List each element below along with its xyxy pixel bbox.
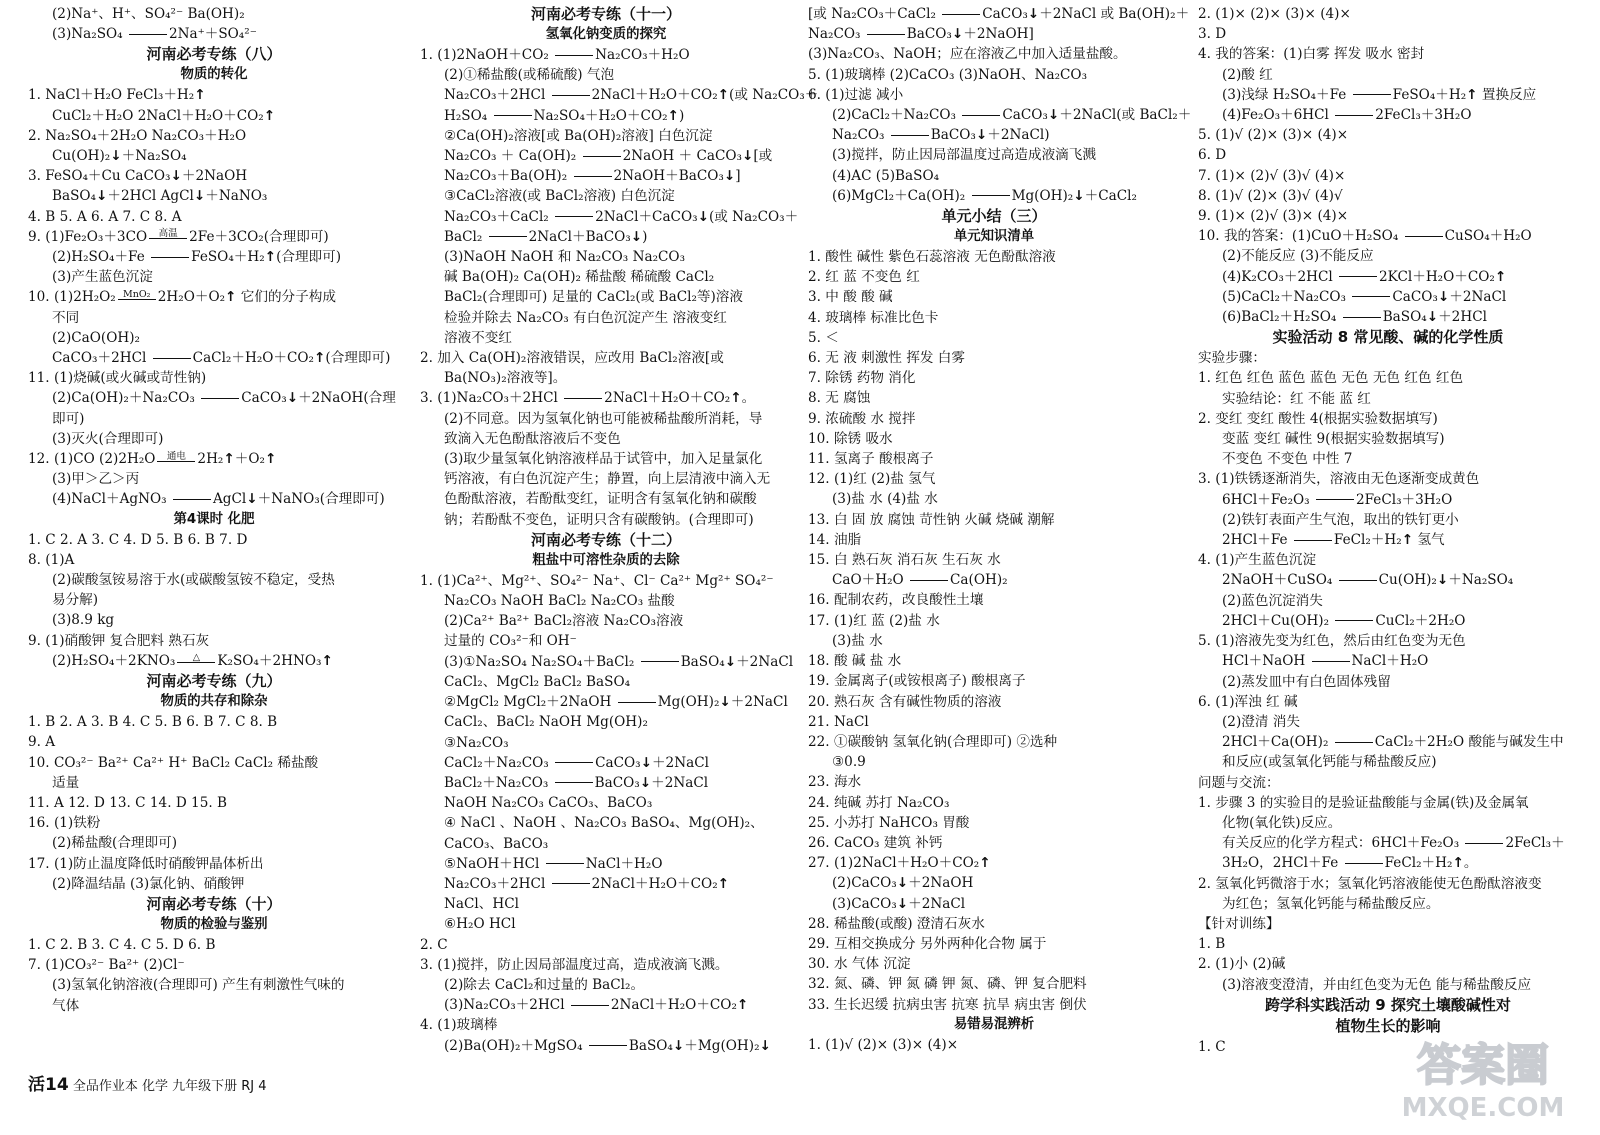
- answer-line: 10. CO₃²⁻ Ba²⁺ Ca²⁺ H⁺ BaCl₂ CaCl₂ 稀盐酸: [28, 754, 319, 771]
- reaction-arrow: [555, 216, 593, 218]
- answer-line: 16. 配制农药，改良酸性土壤: [808, 592, 984, 609]
- reaction-arrow: [129, 34, 167, 36]
- reaction-arrow: MnO₂: [118, 299, 156, 301]
- answer-line: 24. 纯碱 苏打 Na₂CO₃: [808, 794, 950, 811]
- answer-line: ③Na₂CO₃: [444, 734, 509, 751]
- answer-line: Na₂CO₃ BaCO₃↓＋2NaOH]: [808, 26, 1034, 43]
- answer-line: ⑤NaOH＋HCl NaCl＋H₂O: [444, 855, 663, 872]
- answer-line: (2)CaCl₂＋Na₂CO₃ CaCO₃↓＋2NaCl(或 BaCl₂＋: [832, 107, 1192, 124]
- answer-line: 3. (1)搅拌，防止因局部温度过高，造成液滴飞溅。: [420, 956, 729, 973]
- answer-line: 1. 酸性 碱性 紫色石蕊溶液 无色酚酞溶液: [808, 249, 1056, 266]
- reaction-arrow: [1353, 94, 1391, 96]
- answer-line: CaCl₂＋Na₂CO₃ CaCO₃↓＋2NaCl: [444, 754, 709, 771]
- answer-line: 2HCl＋Fe FeCl₂＋H₂↑ 氢气: [1222, 532, 1445, 549]
- answer-line: 1. (1)2NaOH＋CO₂ Na₂CO₃＋H₂O: [420, 47, 690, 63]
- reaction-arrow: [552, 95, 590, 97]
- answer-line: (2)CaO(OH)₂: [52, 329, 140, 346]
- answer-line: CaCO₃、BaCO₃: [444, 835, 549, 852]
- answer-line: ③CaCl₂溶液(或 BaCl₂溶液) 白色沉淀: [444, 188, 675, 205]
- answer-line: Na₂CO₃＋2HCl 2NaCl＋H₂O＋CO₂↑(或 Na₂CO₃＋: [444, 87, 819, 104]
- answer-line: (3)Na₂CO₃＋2HCl 2NaCl＋H₂O＋CO₂↑: [444, 997, 749, 1014]
- answer-line: NaOH Na₂CO₃ CaCO₃、BaCO₃: [444, 795, 653, 812]
- reaction-arrow: [555, 762, 593, 764]
- answer-line: 过量的 CO₃²⁻和 OH⁻: [444, 633, 577, 650]
- answer-line: (2)不能反应 (3)不能反应: [1222, 248, 1374, 265]
- reaction-arrow: [962, 115, 1000, 117]
- answer-line: 10. (1)2H₂O₂ MnO₂ 2H₂O＋O₂↑ 它们的分子构成: [28, 288, 336, 306]
- answer-line: 6. (1)浑浊 红 碱: [1198, 693, 1298, 710]
- column-2: [420, 4, 819, 1056]
- answer-line: 3. FeSO₄＋Cu CaCO₃↓＋2NaOH: [28, 168, 248, 185]
- answer-line: 9. A: [28, 734, 56, 751]
- answer-line: 13. 白 固 放 腐蚀 苛性钠 火碱 烧碱 潮解: [808, 511, 1055, 528]
- reaction-arrow: [1335, 742, 1373, 744]
- reaction-arrow: [1405, 236, 1443, 238]
- answer-line: 8. (1)A: [28, 551, 75, 568]
- answer-line: 25. 小苏打 NaHCO₃ 胃酸: [808, 814, 970, 831]
- answer-line: Na₂CO₃ ＋ Ca(OH)₂ 2NaOH ＋ CaCO₃↓[或: [444, 148, 773, 165]
- answer-line: 16. (1)铁粉: [28, 815, 101, 832]
- answer-line: 1. B 2. A 3. B 4. C 5. B 6. B 7. C 8. B: [28, 714, 278, 731]
- answer-line: BaCl₂＋Na₂CO₃ BaCO₃↓＋2NaCl: [444, 774, 709, 791]
- answer-line: 18. 酸 碱 盐 水: [808, 653, 902, 670]
- answer-line: 和反应(或氢氧化钙能与稀盐酸反应): [1222, 754, 1437, 771]
- section-heading: 河南必考专练（九）: [146, 672, 282, 691]
- answer-line: (2)Ca(OH)₂＋Na₂CO₃ CaCO₃↓＋2NaOH(合理: [52, 390, 396, 407]
- answer-line: 7. (1)CO₃²⁻ Ba²⁺ (2)Cl⁻: [28, 957, 185, 974]
- answer-line: (5)CaCl₂＋Na₂CO₃ CaCO₃↓＋2NaCl: [1222, 288, 1507, 305]
- answer-line: Na₂CO₃＋2HCl 2NaCl＋H₂O＋CO₂↑: [444, 875, 730, 892]
- answer-line: CaCl₂、MgCl₂ BaCl₂ BaSO₄: [444, 673, 631, 690]
- section-heading: 实验活动 8 常见酸、碱的化学性质: [1272, 328, 1504, 347]
- answer-line: 5. (1)玻璃棒 (2)CaCO₃ (3)NaOH、Na₂CO₃: [808, 66, 1088, 83]
- answer-line: (4)NaCl＋AgNO₃ AgCl↓＋NaNO₃(合理即可): [52, 491, 385, 508]
- answer-line: 钠；若酚酞不变色，证明只含有碳酸钠。(合理即可): [444, 511, 754, 528]
- answer-line: ③0.9: [832, 754, 866, 771]
- answer-line: ②Ca(OH)₂溶液[或 Ba(OH)₂溶液] 白色沉淀: [444, 127, 713, 144]
- answer-line: 不变色 不变色 中性 7: [1222, 451, 1353, 468]
- answer-line: (3)NaOH NaOH 和 Na₂CO₃ Na₂CO₃: [444, 249, 686, 266]
- answer-line: (6)BaCl₂＋H₂SO₄ BaSO₄↓＋2HCl: [1222, 309, 1487, 326]
- answer-line: (3)甲＞乙＞丙: [52, 471, 140, 488]
- answer-line: 实验步骤：: [1198, 350, 1266, 367]
- answer-line: 不同: [52, 309, 80, 326]
- answer-line: 1. C 2. B 3. C 4. C 5. D 6. B: [28, 936, 216, 953]
- answer-line: (3)浅绿 H₂SO₄＋Fe FeSO₄＋H₂↑ 置换反应: [1222, 86, 1537, 103]
- answer-line: 2HCl＋Ca(OH)₂ CaCl₂＋2H₂O 酸能与碱发生中: [1222, 734, 1564, 751]
- reaction-arrow: [173, 499, 211, 501]
- column-1: [28, 4, 400, 1016]
- answer-line: 14. 油脂: [808, 531, 862, 548]
- answer-line: CaO＋H₂O Ca(OH)₂: [832, 572, 1008, 589]
- answer-line: 1. C: [1198, 1038, 1226, 1055]
- answer-line: 有关反应的化学方程式：6HCl＋Fe₂O₃ 2FeCl₃＋: [1222, 835, 1565, 852]
- reaction-arrow: [618, 702, 656, 704]
- answer-line: H₂SO₄ Na₂SO₄＋H₂O＋CO₂↑): [444, 107, 685, 124]
- section-heading: 河南必考专练（八）: [146, 45, 282, 64]
- answer-line: 19. 金属离子(或铵根离子) 酸根离子: [808, 673, 1026, 690]
- answer-line: 10. 我的答案：(1)CuO＋H₂SO₄ CuSO₄＋H₂O: [1198, 228, 1532, 245]
- answer-line: 9. (1)× (2)√ (3)× (4)×: [1198, 208, 1349, 225]
- answer-line: 问题与交流：: [1198, 774, 1280, 791]
- reaction-arrow: [555, 782, 593, 784]
- reaction-arrow: [1465, 843, 1503, 845]
- answer-line: 3. (1)Na₂CO₃＋2HCl 2NaCl＋H₂O＋CO₂↑。: [420, 390, 756, 407]
- reaction-arrow: [589, 1045, 627, 1047]
- answer-line: ⑥H₂O HCl: [444, 916, 516, 933]
- answer-line: BaCl₂ 2NaCl＋BaCO₃↓): [444, 228, 648, 245]
- answer-line: (2)CaCO₃↓＋2NaOH: [832, 875, 974, 892]
- answer-line: 为红色；氢氧化钙能与稀盐酸反应。: [1222, 895, 1440, 912]
- answer-line: (2)H₂SO₄＋Fe FeSO₄＋H₂↑(合理即可): [52, 249, 342, 266]
- answer-line: (2)H₂SO₄＋2KNO₃ △ K₂SO₄＋2HNO₃↑: [52, 652, 333, 669]
- answer-line: 6. (1)过滤 减小: [808, 86, 904, 103]
- answer-line: 4. 我的答案：(1)白雾 挥发 吸水 密封: [1198, 46, 1425, 63]
- reaction-arrow: [972, 195, 1010, 197]
- page-footer: [28, 1070, 266, 1095]
- section-heading: 跨学科实践活动 9 探究土壤酸碱性对: [1265, 995, 1511, 1014]
- section-heading: 氢氧化钠变质的探究: [545, 27, 667, 42]
- answer-line: 11. (1)烧碱(或火碱或苛性钠): [28, 370, 207, 387]
- reaction-arrow: [201, 398, 239, 400]
- answer-line: 3H₂O，2HCl＋Fe FeCl₂＋H₂↑。: [1222, 855, 1478, 872]
- answer-line: 6HCl＋Fe₂O₃ 2FeCl₃＋3H₂O: [1222, 491, 1453, 508]
- answer-line: 30. 水 气体 沉淀: [808, 956, 911, 973]
- answer-line: 26. CaCO₃ 建筑 补钙: [808, 834, 943, 851]
- answer-line: (4)K₂CO₃＋2HCl 2KCl＋H₂O＋CO₂↑: [1222, 268, 1507, 285]
- reaction-arrow: [571, 1005, 609, 1007]
- section-heading: 单元小结（三）: [941, 207, 1047, 226]
- reaction-arrow: [494, 115, 532, 117]
- answer-line: 易分解): [52, 592, 99, 609]
- answer-line: (3)盐 水 (4)盐 水: [832, 491, 938, 508]
- answer-line: 实验结论：红 不能 蓝 红: [1222, 390, 1371, 407]
- answer-line: (3)产生蓝色沉淀: [52, 269, 153, 286]
- answer-line: 【针对训练】: [1198, 915, 1280, 932]
- answer-line: 7. 除锈 药物 消化: [808, 370, 916, 387]
- section-heading: 河南必考专练（十二）: [530, 530, 681, 549]
- answer-line: NaCl、HCl: [444, 896, 519, 913]
- answer-line: 8. 无 腐蚀: [808, 390, 871, 407]
- answer-line: Ba(NO₃)₂溶液等]。: [444, 370, 567, 387]
- answer-line: 9. (1)硝酸钾 复合肥料 熟石灰: [28, 632, 210, 649]
- answer-line: BaSO₄↓＋2HCl AgCl↓＋NaNO₃: [52, 188, 268, 205]
- answer-line: 气体: [52, 997, 80, 1014]
- answer-line: CaCl₂、BaCl₂ NaOH Mg(OH)₂: [444, 714, 648, 731]
- answer-line: (2)Ba(OH)₂＋MgSO₄ BaSO₄↓＋Mg(OH)₂↓: [444, 1037, 771, 1054]
- answer-line: 12. (1)红 (2)盐 氢气: [808, 471, 936, 488]
- answer-line: 11. 氢离子 酸根离子: [808, 451, 934, 468]
- answer-line: (3)溶液变澄清，并由红色变为无色 能与稀盐酸反应: [1222, 976, 1532, 993]
- answer-line: 2. (1)小 (2)碱: [1198, 956, 1286, 973]
- answer-line: 钙溶液，有白色沉淀产生；静置，向上层清液中滴入无: [444, 471, 771, 488]
- answer-line: 2. C: [420, 936, 448, 953]
- reaction-arrow: [1312, 661, 1350, 663]
- answer-line: (2)①稀盐酸(或稀硫酸) 气泡: [444, 67, 615, 84]
- reaction-arrow: [546, 863, 584, 865]
- watermark-url: MXQE.COM: [1401, 1093, 1565, 1123]
- reaction-arrow: [574, 176, 612, 178]
- answer-line: (6)MgCl₂＋Ca(OH)₂ Mg(OH)₂↓＋CaCl₂: [832, 187, 1137, 204]
- section-heading: 植物生长的影响: [1335, 1016, 1441, 1035]
- answer-line: 溶液不变红: [444, 329, 512, 346]
- reaction-arrow: 高温: [149, 238, 187, 240]
- reaction-arrow: [583, 156, 621, 158]
- reaction-arrow: [910, 580, 948, 582]
- answer-line: 4. (1)产生蓝色沉淀: [1198, 552, 1317, 569]
- answer-line: 2. (1)× (2)× (3)× (4)×: [1198, 6, 1351, 22]
- watermark-text: 答案圈: [1417, 1040, 1549, 1091]
- answer-line: 致滴入无色酚酞溶液后不变色: [444, 430, 621, 447]
- answer-line: 15. 白 熟石灰 消石灰 生石灰 水: [808, 552, 1001, 569]
- answer-line: (3)搅拌，防止因局部温度过高造成液滴飞溅: [832, 147, 1096, 164]
- reaction-arrow: [1335, 115, 1373, 117]
- answer-line: (2)碳酸氢铵易溶于水(或碳酸氢铵不稳定，受热: [52, 572, 335, 589]
- answer-line: 21. NaCl: [808, 713, 869, 730]
- answer-line: 32. 氮、磷、钾 氮 磷 钾 氮、磷、钾 复合肥料: [808, 976, 1087, 993]
- answer-line: 1. 红色 红色 蓝色 蓝色 无色 无色 红色 红色: [1198, 370, 1464, 387]
- answer-line: 10. 除锈 吸水: [808, 430, 893, 447]
- answer-line: (2)Ca²⁺ Ba²⁺ BaCl₂溶液 Na₂CO₃溶液: [444, 613, 684, 630]
- reaction-arrow: △: [177, 662, 215, 664]
- answer-line: 2. 加入 Ca(OH)₂溶液错误，应改用 BaCl₂溶液[或: [420, 350, 724, 367]
- answer-line: 1. C 2. A 3. C 4. D 5. B 6. B 7. D: [28, 531, 248, 548]
- answer-line: 17. (1)红 蓝 (2)盐 水: [808, 612, 940, 629]
- answer-line: Na₂CO₃ NaOH BaCl₂ Na₂CO₃ 盐酸: [444, 593, 675, 610]
- answer-line: 2. 红 蓝 不变色 红: [808, 269, 920, 286]
- reaction-arrow: [564, 398, 602, 400]
- answer-line: 11. A 12. D 13. C 14. D 15. B: [28, 794, 227, 811]
- answer-line: 4. B 5. A 6. A 7. C 8. A: [28, 208, 182, 225]
- section-heading: 物质的检验与鉴别: [160, 916, 268, 932]
- column-3: [808, 4, 1192, 1055]
- answer-line: CaCO₃＋2HCl CaCl₂＋H₂O＋CO₂↑(合理即可): [52, 350, 391, 367]
- answer-line: 变蓝 变红 碱性 9(根据实验数据填写): [1222, 431, 1445, 448]
- reaction-arrow: [552, 883, 590, 885]
- answer-line: 检验并除去 Na₂CO₃ 有白色沉淀产生 溶液变红: [444, 309, 727, 326]
- answer-line: 3. D: [1198, 26, 1227, 43]
- answer-line: 7. (1)× (2)√ (3)√ (4)×: [1198, 167, 1346, 184]
- answer-line: (2)蓝色沉淀消失: [1222, 592, 1323, 609]
- answer-line: (2)酸 红: [1222, 66, 1273, 83]
- reaction-arrow: [641, 661, 679, 663]
- answer-line: 17. (1)防止温度降低时硝酸钾晶体析出: [28, 855, 264, 872]
- answer-line: (3)CaCO₃↓＋2NaCl: [832, 895, 966, 912]
- answer-line: (2)Na⁺、H⁺、SO₄²⁻ Ba(OH)₂: [52, 6, 245, 22]
- answer-line: 2NaOH＋CuSO₄ Cu(OH)₂↓＋Na₂SO₄: [1222, 572, 1514, 589]
- answer-line: 化物(氧化铁)反应。: [1222, 814, 1342, 831]
- section-heading: 物质的转化: [180, 67, 248, 83]
- answer-line: HCl＋NaOH NaCl＋H₂O: [1222, 653, 1429, 670]
- answer-line: 1. (1)√ (2)× (3)× (4)×: [808, 1036, 959, 1053]
- answer-line: 1. B: [1198, 936, 1226, 953]
- section-heading: 物质的共存和除杂: [160, 694, 268, 710]
- answer-line: 即可): [52, 410, 85, 427]
- answer-line: (3)氢氧化钠溶液(合理即可) 产生有刺激性气味的: [52, 977, 345, 994]
- answer-line: 2. Na₂SO₄＋2H₂O Na₂CO₃＋H₂O: [28, 127, 247, 144]
- answer-line: (2)蒸发皿中有白色固体残留: [1222, 673, 1391, 690]
- answer-line: (3)①Na₂SO₄ Na₂SO₄＋BaCl₂ BaSO₄↓＋2NaCl: [444, 653, 794, 670]
- answer-line: (2)澄清 消失: [1222, 713, 1300, 730]
- reaction-arrow: 通电: [157, 461, 195, 463]
- answer-line: (3)Na₂CO₃、NaOH；应在溶液乙中加入适量盐酸。: [808, 46, 1127, 63]
- answer-line: 9. 浓硫酸 水 搅拌: [808, 410, 916, 427]
- answer-line: 6. 无 液 刺激性 挥发 白雾: [808, 350, 965, 367]
- reaction-arrow: [1343, 317, 1381, 319]
- reaction-arrow: [555, 55, 593, 57]
- reaction-arrow: [867, 34, 905, 36]
- answer-line: 3. (1)铁锈逐渐消失，溶液由无色逐渐变成黄色: [1198, 471, 1480, 488]
- answer-line: (2)铁钉表面产生气泡，取出的铁钉更小: [1222, 511, 1459, 528]
- answer-line: 适量: [52, 774, 80, 791]
- section-heading: 第4课时 化肥: [173, 511, 255, 527]
- answer-line: (3)Na₂SO₄ 2Na⁺＋SO₄²⁻: [52, 26, 257, 43]
- answer-line: 4. (1)玻璃棒: [420, 1017, 498, 1034]
- reaction-arrow: [891, 135, 929, 137]
- answer-line: 8. (1)√ (2)× (3)√ (4)√: [1198, 187, 1343, 204]
- answer-line: 3. 中 酸 酸 碱: [808, 289, 893, 306]
- page-number: 活14: [28, 1075, 69, 1095]
- answer-line: 9. (1)Fe₂O₃＋3CO 高温 2Fe＋3CO₂(合理即可): [28, 228, 329, 245]
- answer-line: 22. ①碳酸钠 氢氧化钠(合理即可) ②选种: [808, 733, 1058, 750]
- reaction-arrow: [1294, 540, 1332, 542]
- answer-line: (2)不同意。因为氢氧化钠也可能被稀盐酸所消耗，导: [444, 410, 763, 427]
- answer-line: 1. (1)Ca²⁺、Mg²⁺、SO₄²⁻ Na⁺、Cl⁻ Ca²⁺ Mg²⁺ SO₄²⁻: [420, 572, 774, 589]
- answer-line: (4)AC (5)BaSO₄: [832, 167, 940, 184]
- answer-line: (4)Fe₂O₃＋6HCl 2FeCl₃＋3H₂O: [1222, 107, 1472, 124]
- answer-line: 23. 海水: [808, 774, 862, 791]
- answer-line: BaCl₂(合理即可) 足量的 CaCl₂(或 BaCl₂等)溶液: [444, 289, 743, 306]
- reaction-arrow: [1335, 620, 1373, 622]
- section-heading: 单元知识清单: [953, 229, 1035, 245]
- answer-line: Na₂CO₃＋Ba(OH)₂ 2NaOH＋BaCO₃↓]: [444, 168, 741, 185]
- answer-line: Na₂CO₃＋CaCl₂ 2NaCl＋CaCO₃↓(或 Na₂CO₃＋: [444, 208, 799, 225]
- answer-line: 28. 稀盐酸(或酸) 澄清石灰水: [808, 915, 985, 932]
- answer-line: (3)盐 水: [832, 632, 883, 649]
- answer-line: 29. 互相交换成分 另外两种化合物 属于: [808, 935, 1047, 952]
- watermark-logo: [1378, 1030, 1588, 1125]
- answer-line: (2)稀盐酸(合理即可): [52, 835, 178, 852]
- answer-line: 12. (1)CO (2)2H₂O 通电 2H₂↑＋O₂↑: [28, 450, 277, 468]
- answer-line: [或 Na₂CO₃＋CaCl₂ CaCO₃↓＋2NaCl 或 Ba(OH)₂＋: [808, 6, 1190, 22]
- answer-line: 20. 熟石灰 含有碱性物质的溶液: [808, 693, 1002, 710]
- answer-line: 2HCl＋Cu(OH)₂ CuCl₂＋2H₂O: [1222, 612, 1466, 629]
- footer-text: 全品作业本 化学 九年级下册 RJ 4: [72, 1079, 267, 1094]
- answer-line: (3)灭火(合理即可): [52, 430, 164, 447]
- answer-line: ④ NaCl 、NaOH 、Na₂CO₃ BaSO₄、Mg(OH)₂、: [444, 815, 764, 832]
- section-heading: 河南必考专练（十一）: [530, 5, 681, 23]
- answer-line: 2. 变红 变红 酸性 4(根据实验数据填写): [1198, 410, 1438, 427]
- answer-line: 33. 生长迟缓 抗病虫害 抗寒 抗旱 病虫害 倒伏: [808, 996, 1087, 1013]
- answer-line: (2)降温结晶 (3)氯化钠、硝酸钾: [52, 875, 245, 892]
- reaction-arrow: [1339, 276, 1377, 278]
- answer-line: 1. 步骤 3 的实验目的是验证盐酸能与金属(铁)及金属氧: [1198, 794, 1529, 811]
- answer-line: Cu(OH)₂↓＋Na₂SO₄: [52, 148, 187, 165]
- reaction-arrow: [1316, 499, 1354, 501]
- answer-line: CuCl₂＋H₂O 2NaCl＋H₂O＋CO₂↑: [52, 107, 276, 124]
- reaction-arrow: [942, 14, 980, 16]
- answer-line: Na₂CO₃ BaCO₃↓＋2NaCl): [832, 127, 1050, 144]
- answer-line: ②MgCl₂ MgCl₂＋2NaOH Mg(OH)₂↓＋2NaCl: [444, 694, 788, 711]
- reaction-arrow: [1339, 580, 1377, 582]
- answer-line: 5. ＜: [808, 329, 839, 346]
- answer-line: 碱 Ba(OH)₂ Ca(OH)₂ 稀盐酸 稀硫酸 CaCl₂: [444, 269, 715, 286]
- answer-line: 2. 氢氧化钙微溶于水；氢氧化钙溶液能使无色酚酞溶液变: [1198, 875, 1542, 892]
- reaction-arrow: [153, 358, 191, 360]
- section-heading: 易错易混辨析: [953, 1016, 1035, 1032]
- reaction-arrow: [1345, 863, 1383, 865]
- reaction-arrow: [1352, 296, 1390, 298]
- answer-line: 5. (1)√ (2)× (3)× (4)×: [1198, 127, 1349, 144]
- answer-line: 27. (1)2NaCl＋H₂O＋CO₂↑: [808, 855, 991, 872]
- answer-line: 5. (1)溶液先变为红色，然后由红色变为无色: [1198, 633, 1466, 650]
- answer-line: 1. NaCl＋H₂O FeCl₃＋H₂↑: [28, 87, 206, 104]
- answer-line: (3)取少量氢氧化钠溶液样品于试管中，加入足量氯化: [444, 451, 763, 468]
- answer-line: 6. D: [1198, 147, 1227, 164]
- section-heading: 粗盐中可溶性杂质的去除: [532, 552, 680, 568]
- reaction-arrow: [489, 236, 527, 238]
- answer-line: (2)除去 CaCl₂和过量的 BaCl₂。: [444, 976, 645, 993]
- answer-line: 4. 玻璃棒 标准比色卡: [808, 309, 939, 326]
- reaction-arrow: [151, 257, 189, 259]
- column-4: [1198, 4, 1578, 1057]
- answer-line: 色酚酞溶液，若酚酞变红，证明含有氢氧化钠和碳酸: [444, 491, 757, 508]
- section-heading: 河南必考专练（十）: [146, 894, 282, 913]
- answer-line: (3)8.9 kg: [52, 612, 115, 629]
